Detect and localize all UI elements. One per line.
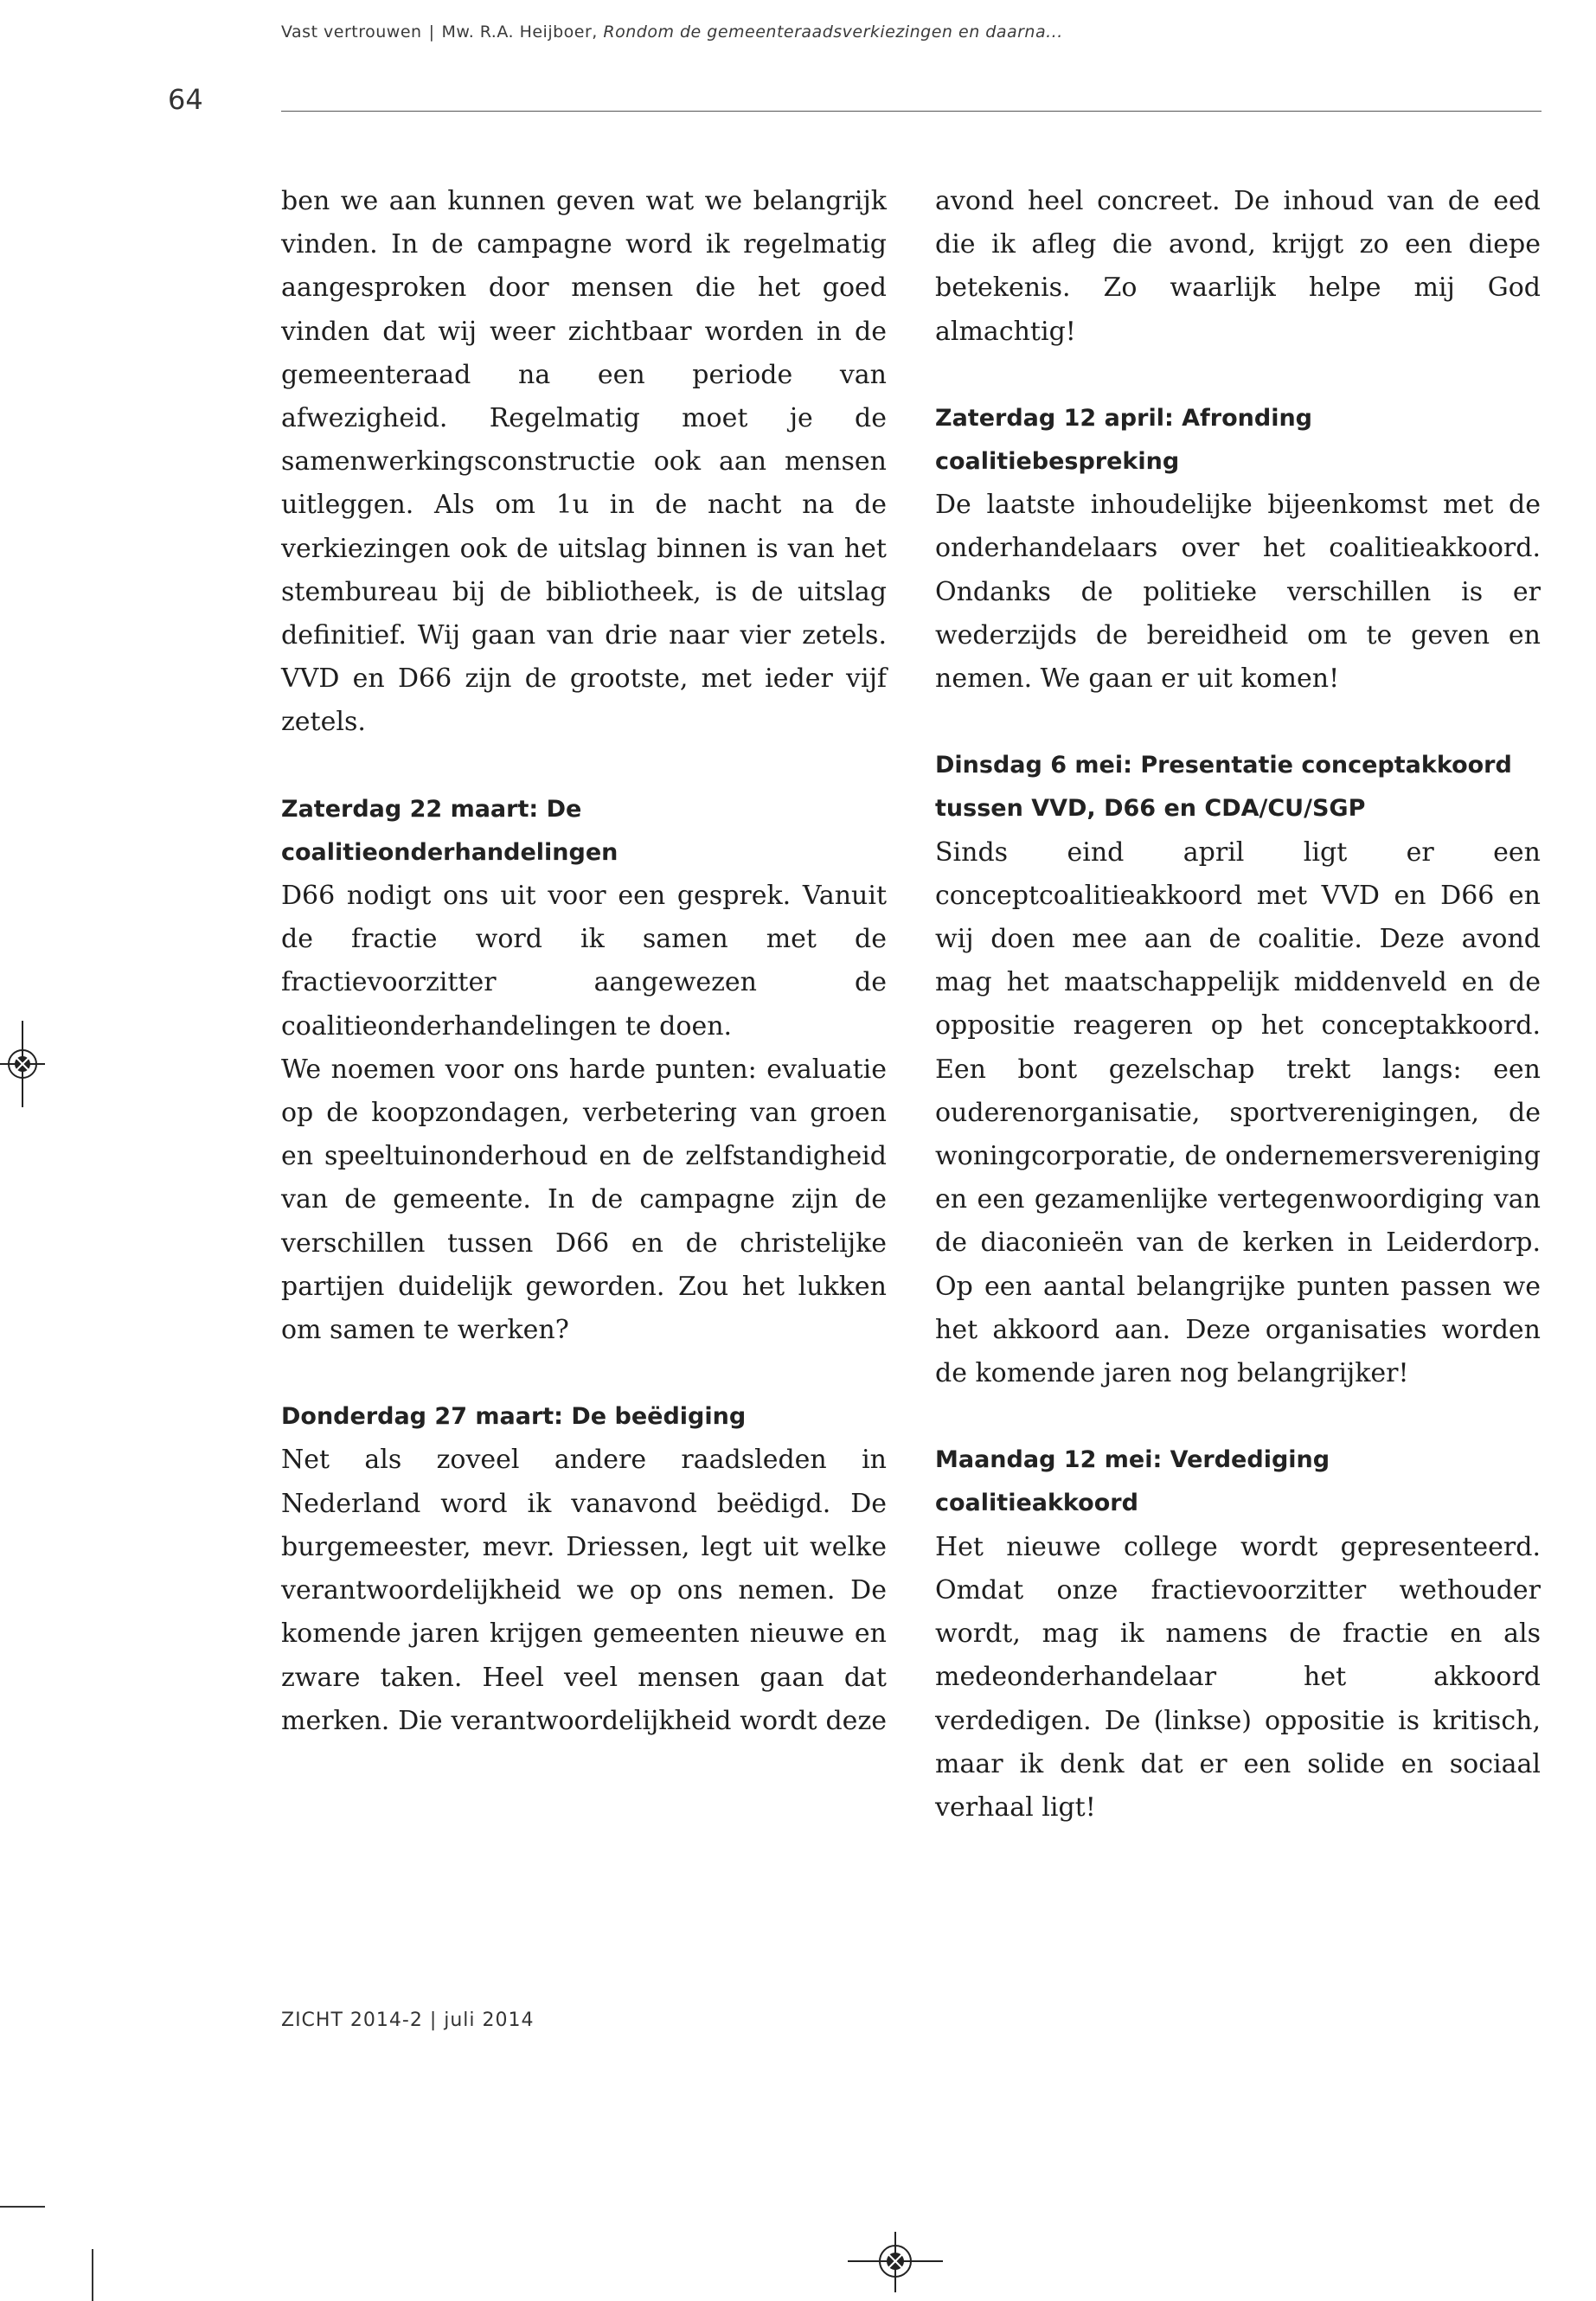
registration-mark-bottom-icon xyxy=(848,2232,943,2292)
page-number: 64 xyxy=(168,83,203,116)
right-column xyxy=(935,180,1541,1830)
paragraph-verdediging: Het nieuwe college wordt gepresenteerd. Omdat onze fractievoorzitter wethouder wordt, mag ik namens de fractie en als medeonderhandelaar het akkoord verdedigen. De (linkse) oppositie is kritisch, maar ik denk dat er een solide en sociaal verhaal ligt! xyxy=(935,1531,1541,1823)
paragraph-beediging: Net als zoveel andere raadsleden in Nederland word ik vanavond beëdigd. De burgemeester, mevr. Driessen, legt uit welke verantwoordelijkheid we op ons nemen. De komende jaren krijgen gemeenten nieuwe en zware taken. Heel veel mensen gaan dat merken. Die verantwoordelijkheid wordt deze xyxy=(281,1445,887,1736)
paragraph-afronding: De laatste inhoudelijke bijeenkomst met de onderhandelaars over het coalitieakkoord. Ondanks de politieke verschillen is er wederzijds de bereidheid om te geven en nemen. We gaan er uit komen! xyxy=(935,490,1541,695)
paragraph-coalitieonderhandelingen-1: D66 nodigt ons uit voor een gesprek. Vanuit de fractie word ik samen met de fractievoorzitter aangewezen de coalitieonderhandelingen te doen. xyxy=(281,881,887,1042)
crop-mark-horizontal xyxy=(0,2206,45,2208)
section-heading-presentatie: Dinsdag 6 mei: Presentatie conceptakkoord tussen VVD, D66 en CDA/CU/SGP xyxy=(935,752,1512,823)
paragraph-coalitieonderhandelingen-2: We noemen voor ons harde punten: evaluatie op de koopzondagen, verbetering van groen en speeltuinonderhoud en de zelfstandigheid van de gemeente. In de campagne zijn de verschillen tussen D66 en de christelijke partijen duidelijk geworden. Zou het lukken om samen te werken? xyxy=(281,1054,887,1346)
registration-mark-icon xyxy=(0,1021,52,1107)
header-separator: | xyxy=(428,22,435,42)
section-heading-beediging: Donderdag 27 maart: De beëdiging xyxy=(281,1403,747,1431)
section-heading-afronding: Zaterdag 12 april: Afronding coalitiebespreking xyxy=(935,404,1313,476)
section-heading-coalitieonderhandelingen: Zaterdag 22 maart: De coalitieonderhandelingen xyxy=(281,795,619,866)
header-rule xyxy=(281,111,1542,112)
crop-mark-vertical xyxy=(92,2249,93,2301)
section-heading-verdediging: Maandag 12 mei: Verdediging coalitieakkoord xyxy=(935,1446,1330,1517)
running-head xyxy=(281,22,1063,42)
footer-issue-line: ZICHT 2014-2 | juli 2014 xyxy=(281,2009,535,2031)
paragraph-presentatie: Sinds eind april ligt er een conceptcoalitieakkoord met VVD en D66 en wij doen mee aan de coalitie. Deze avond mag het maatschappelijk middenveld en de oppositie reageren op het conceptakkoord. Een bont gezelschap trekt langs: een ouderenorganisatie, sportverenigingen, de woningcorporatie, de ondernemersvereniging en een gezamenlijke vertegenwoordiging van de diaconieën van de kerken in Leiderdorp. Op een aantal belangrijke punten passen we het akkoord aan. Deze organisaties worden de komende jaren nog belangrijker! xyxy=(935,836,1541,1389)
right-intro-paragraph: avond heel concreet. De inhoud van de eed die ik afleg die avond, krijgt zo een diepe betekenis. Zo waarlijk helpe mij God almachtig! xyxy=(935,186,1541,347)
journal-name: Vast vertrouwen xyxy=(281,22,422,42)
author-name: Mw. R.A. Heijboer, xyxy=(441,22,598,42)
article-title: Rondom de gemeenteraadsverkiezingen en daarna... xyxy=(603,22,1063,42)
left-column xyxy=(281,180,887,1743)
left-intro-paragraph: ben we aan kunnen geven wat we belangrijk vinden. In de campagne word ik regelmatig aangesproken door mensen die het goed vinden dat wij weer zichtbaar worden in de gemeenteraad na een periode van afwezigheid. Regelmatig moet je de samenwerkingsconstructie ook aan mensen uitleggen. Als om 1u in de nacht na de verkiezingen ook de uitslag binnen is van het stembureau bij de bibliotheek, is de uitslag definitief. Wij gaan van drie naar vier zetels. VVD en D66 zijn de grootste, met ieder vijf zetels. xyxy=(281,186,887,738)
